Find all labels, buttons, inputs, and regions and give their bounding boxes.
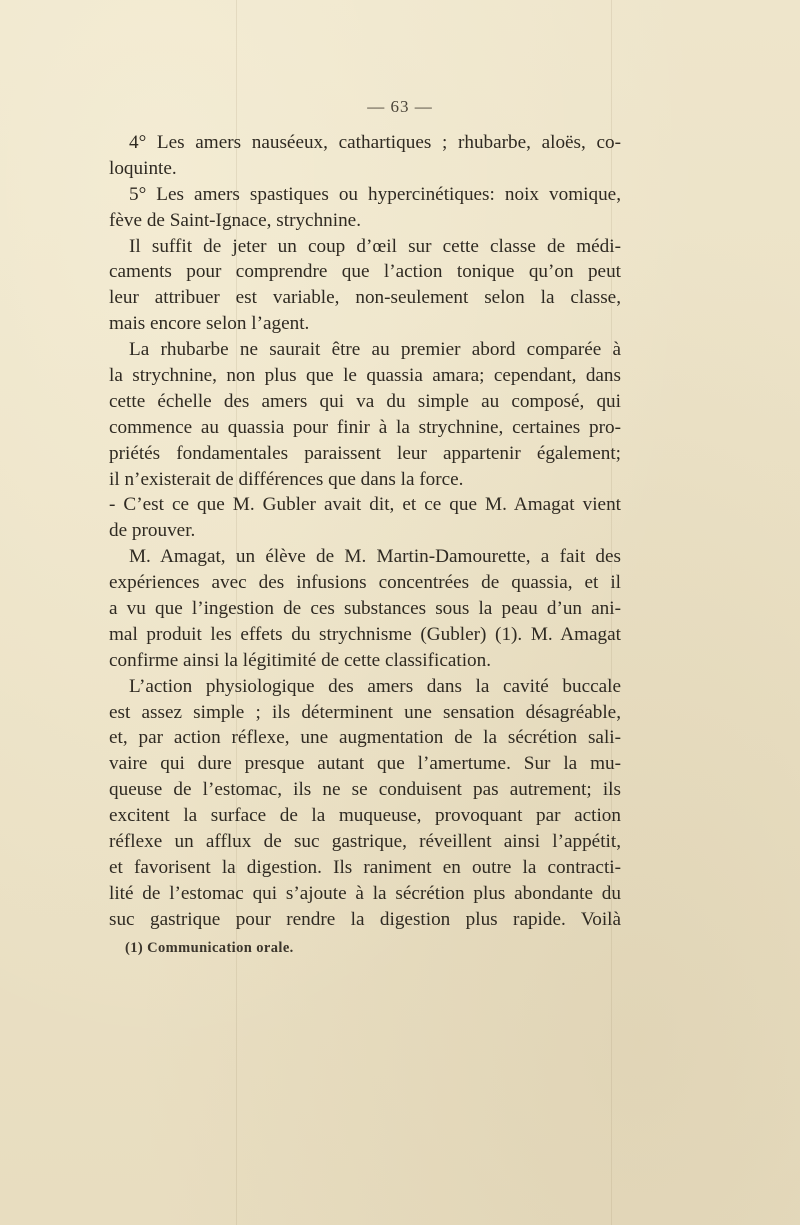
paragraph [109,674,621,933]
text-line: queuse de l’estomac, ils ne se conduisent pas autrement; ils [109,779,621,801]
text-line: est assez simple ; ils déterminent une sensation désagréable, [109,701,621,723]
text-line: vaire qui dure presque autant que l’amertume. Sur la mu- [109,753,621,775]
text-line: expériences avec des infusions concentrées de quassia, et il [109,572,621,594]
paragraph [109,130,621,182]
text-line: loquinte. [109,157,177,179]
text-line: confirme ainsi la légitimité de cette classification. [109,649,492,671]
text-line: excitent la surface de la muqueuse, provoquant par action [109,805,621,827]
text-line: La rhubarbe ne saurait être au premier abord comparée à [129,339,621,361]
paragraph [109,234,621,338]
paragraph [109,492,621,544]
text-line: il n’existerait de différences que dans la force. [109,468,464,490]
text-line: a vu que l’ingestion de ces substances sous la peau d’un ani- [109,598,621,620]
text-line: la strychnine, non plus que le quassia amara; cependant, dans [109,365,621,387]
paragraph [109,337,621,492]
text-line: réflexe un afflux de suc gastrique, réveillent ainsi l’appétit, [109,831,621,853]
page-number: — 63 — [367,97,433,116]
text-line: et favorisent la digestion. Ils raniment en outre la contracti- [109,856,621,878]
text-line: mal produit les effets du strychnisme (Gubler) (1). M. Amagat [109,623,621,645]
text-line: M. Amagat, un élève de M. Martin-Damourette, a fait des [129,546,621,568]
text-line: priétés fondamentales paraissent leur appartenir également; [109,442,621,464]
text-line: lité de l’estomac qui s’ajoute à la sécrétion plus abondante du [109,882,621,904]
paragraph [109,182,621,234]
text-line: L’action physiologique des amers dans la cavité buccale [129,675,621,697]
text-line: commence au quassia pour finir à la strychnine, certaines pro- [109,416,621,438]
paragraph [109,544,621,673]
body-text [109,130,621,933]
text-line: fève de Saint-Ignace, strychnine. [109,209,361,231]
text-line: de prouver. [109,520,196,542]
text-line: leur attribuer est variable, non-seulement selon la classe, [109,287,621,309]
text-line: 5° Les amers spastiques ou hypercinétiques: noix vomique, [129,183,621,205]
text-line: Il suffit de jeter un coup d’œil sur cette classe de médi- [129,235,621,257]
text-line: et, par action réflexe, une augmentation de la sécrétion sali- [109,727,621,749]
text-line: cette échelle des amers qui va du simple au composé, qui [109,390,621,412]
text-line: suc gastrique pour rendre la digestion plus rapide. Voilà [109,908,621,930]
text-line: caments pour comprendre que l’action tonique qu’on peut [109,261,621,283]
text-line: 4° Les amers nauséeux, cathartiques ; rhubarbe, aloës, co- [129,132,621,153]
text-line: - C’est ce que M. Gubler avait dit, et ce que M. Amagat vient [109,494,621,516]
text-line: mais encore selon l’agent. [109,313,310,335]
footnote: (1) Communication orale. [125,940,294,956]
